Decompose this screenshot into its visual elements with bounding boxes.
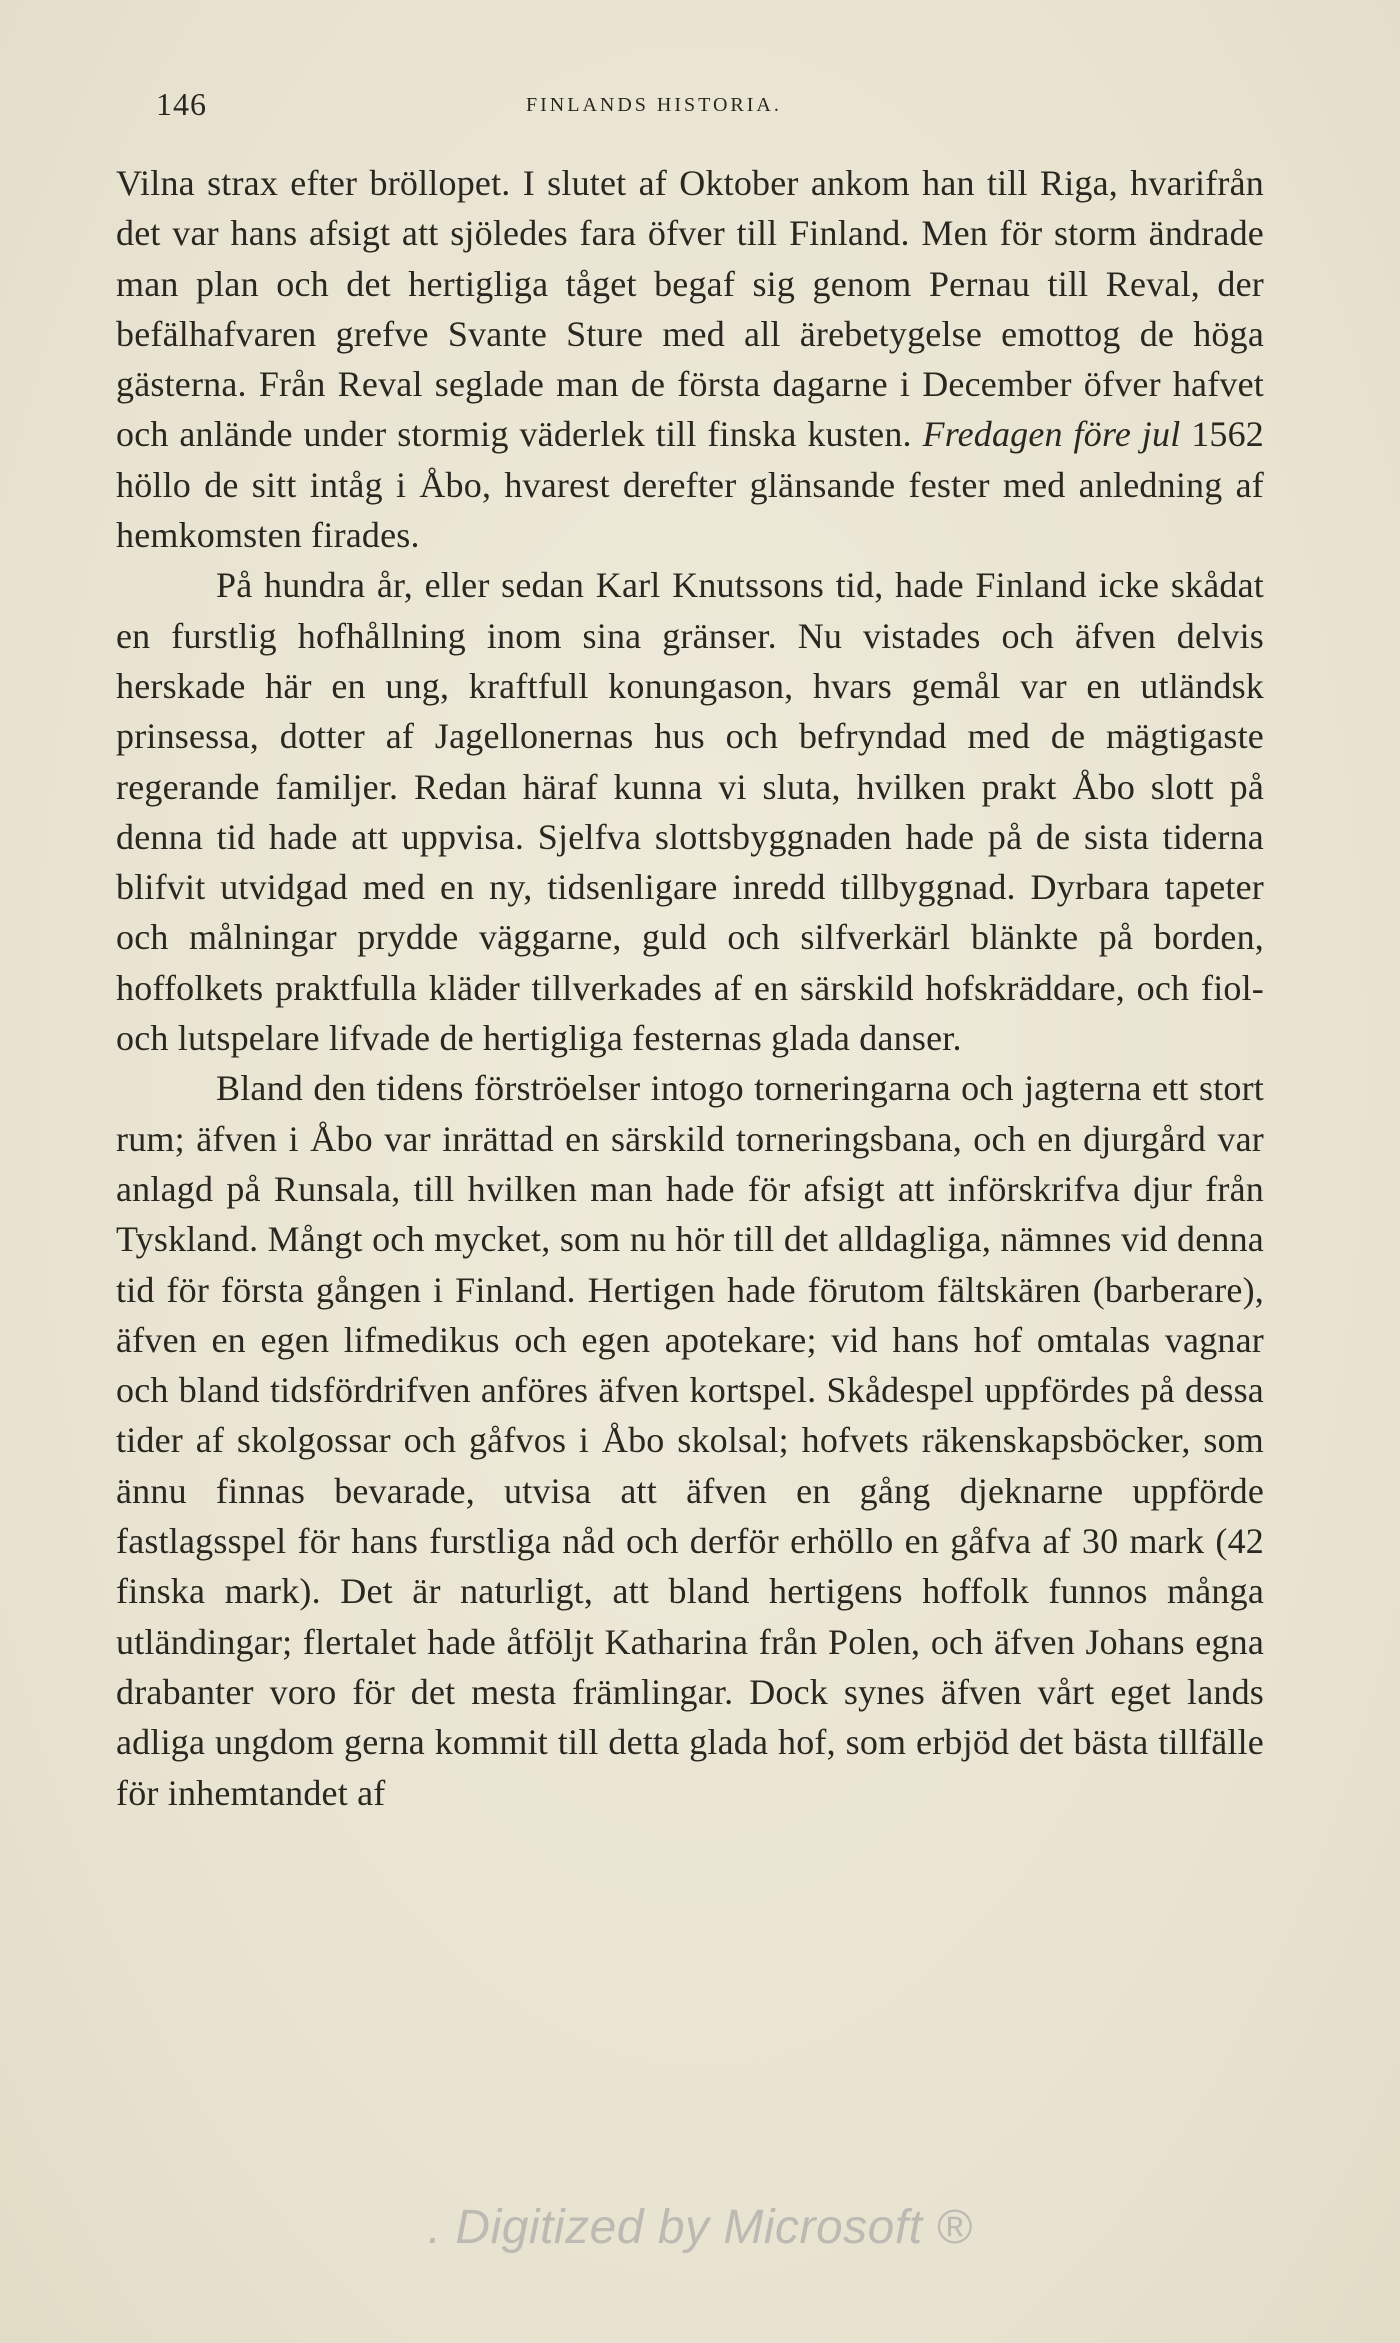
paragraph-3-text: Bland den tidens förströelser intogo torneringarna och jagterna ett stort rum; äfven i Åbo var inrättad en särskild torneringsbana, och en djurgård var anlagd på Runsala, till hvilken man hade för afsigt att införskrifva djur från Tyskland. Mångt och mycket, som nu hör till det alldagliga, nämnes vid denna tid för första gången i Finland. Hertigen hade förutom fältskären (barberare), äfven en egen lifmedikus och egen apotekare; vid hans hof omtalas vagnar och bland tidsfördrifven anföres äfven kortspel. Skådespel uppfördes på dessa tider af skolgossar och gåfvos i Åbo skolsal; hofvets räkenskapsböcker, som ännu finnas bevarade, utvisa att äfven en gång djeknarne uppförde fastlagsspel för hans furstliga nåd och derför erhöllo en gåfva af 30 mark (42 finska mark). Det är naturligt, att bland hertigens hoffolk funnos många utländingar; flertalet hade åtföljt Katharina från Polen, och äfven Johans egna drabanter voro för det mesta främlingar. Dock synes äfven vårt eget lands adliga ungdom gerna kommit till detta glada hof, som erbjöd det bästa tillfälle för inhemtandet af — [116, 1068, 1264, 1813]
paragraph-1-text-a: Vilna strax efter bröllopet. I slutet af Oktober ankom han till Riga, hvarifrån det var hans afsigt att sjöledes fara öfver till Finland. Men för storm ändrade man plan och det hertigliga tåget begaf sig genom Pernau till Reval, der befälhafvaren grefve Svante Sture med all ärebetygelse emottog de höga gästerna. Från Reval seglade man de första dagarne i December öfver hafvet och anlände under stormig väderlek till finska kusten. — [116, 163, 1264, 455]
page-number: 146 — [156, 86, 207, 122]
paragraph-1 — [116, 158, 1264, 560]
body-text — [116, 158, 1264, 1818]
paragraph-1-italic: Fredagen före jul — [922, 414, 1181, 455]
paragraph-2-text: På hundra år, eller sedan Karl Knutssons tid, hade Finland icke skådat en furstlig hofhållning inom sina gränser. Nu vistades och äfven delvis herskade här en ung, kraftfull konungason, hvars gemål var en utländsk prinsessa, dotter af Jagellonernas hus och befryndad med de mägtigaste regerande familjer. Redan häraf kunna vi sluta, hvilken prakt Åbo slott på denna tid hade att uppvisa. Sjelfva slottsbyggnaden hade på de sista tiderna blifvit utvidgad med en ny, tidsenligare inredd tillbyggnad. Dyrbara tapeter och målningar prydde väggarne, guld och silfverkärl blänkte på borden, hoffolkets praktfulla kläder tillverkades af en särskild hofskräddare, och fiol- och lutspelare lifvade de hertigliga festernas glada danser. — [116, 565, 1264, 1059]
paragraph-1-text-b: 1562 höllo de sitt intåg i Åbo, hvarest derefter glänsande fester med anledning af hemkomsten firades. — [116, 414, 1264, 556]
page-header — [156, 86, 1268, 126]
paragraph-2 — [116, 560, 1264, 1063]
paragraph-3 — [116, 1063, 1264, 1817]
digitization-watermark: . Digitized by Microsoft ® — [427, 2201, 973, 2254]
running-title: FINLANDS HISTORIA. — [526, 94, 782, 116]
